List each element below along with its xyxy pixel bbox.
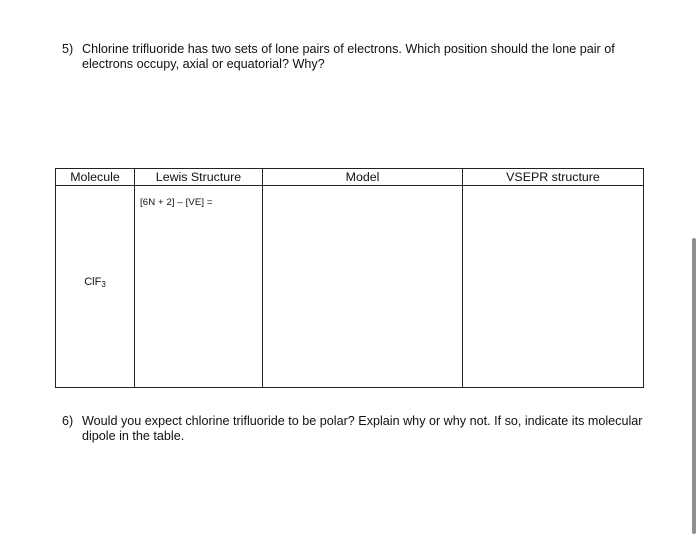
header-lewis-structure: Lewis Structure <box>135 169 263 186</box>
header-molecule: Molecule <box>56 169 135 186</box>
table-header-row <box>56 169 644 186</box>
question-6-text: Would you expect chlorine trifluoride to be polar? Explain why or why not. If so, indicate its molecular dipole in the table. <box>82 414 643 443</box>
molecule-formula-subscript: 3 <box>101 280 106 289</box>
header-vsepr-structure: VSEPR structure <box>463 169 644 186</box>
question-6 <box>62 414 652 444</box>
molecule-formula-main: ClF <box>84 276 102 288</box>
header-model: Model <box>263 169 463 186</box>
question-5-number: 5) <box>62 42 74 56</box>
lewis-structure-cell[interactable] <box>135 186 263 388</box>
molecule-formula <box>56 276 134 289</box>
question-5 <box>62 42 652 72</box>
question-5-text: Chlorine trifluoride has two sets of lone pairs of electrons. Which position should the lone pair of electrons occupy, axial or equatorial? Why? <box>82 42 615 71</box>
molecule-cell <box>56 186 135 388</box>
model-cell[interactable] <box>263 186 463 388</box>
vsepr-structure-cell[interactable] <box>463 186 644 388</box>
table-row <box>56 186 644 388</box>
electron-count-formula: [6N + 2] – [VE] = <box>140 197 213 208</box>
vertical-scrollbar[interactable] <box>692 238 696 534</box>
answer-table <box>55 168 644 388</box>
question-6-number: 6) <box>62 414 74 428</box>
